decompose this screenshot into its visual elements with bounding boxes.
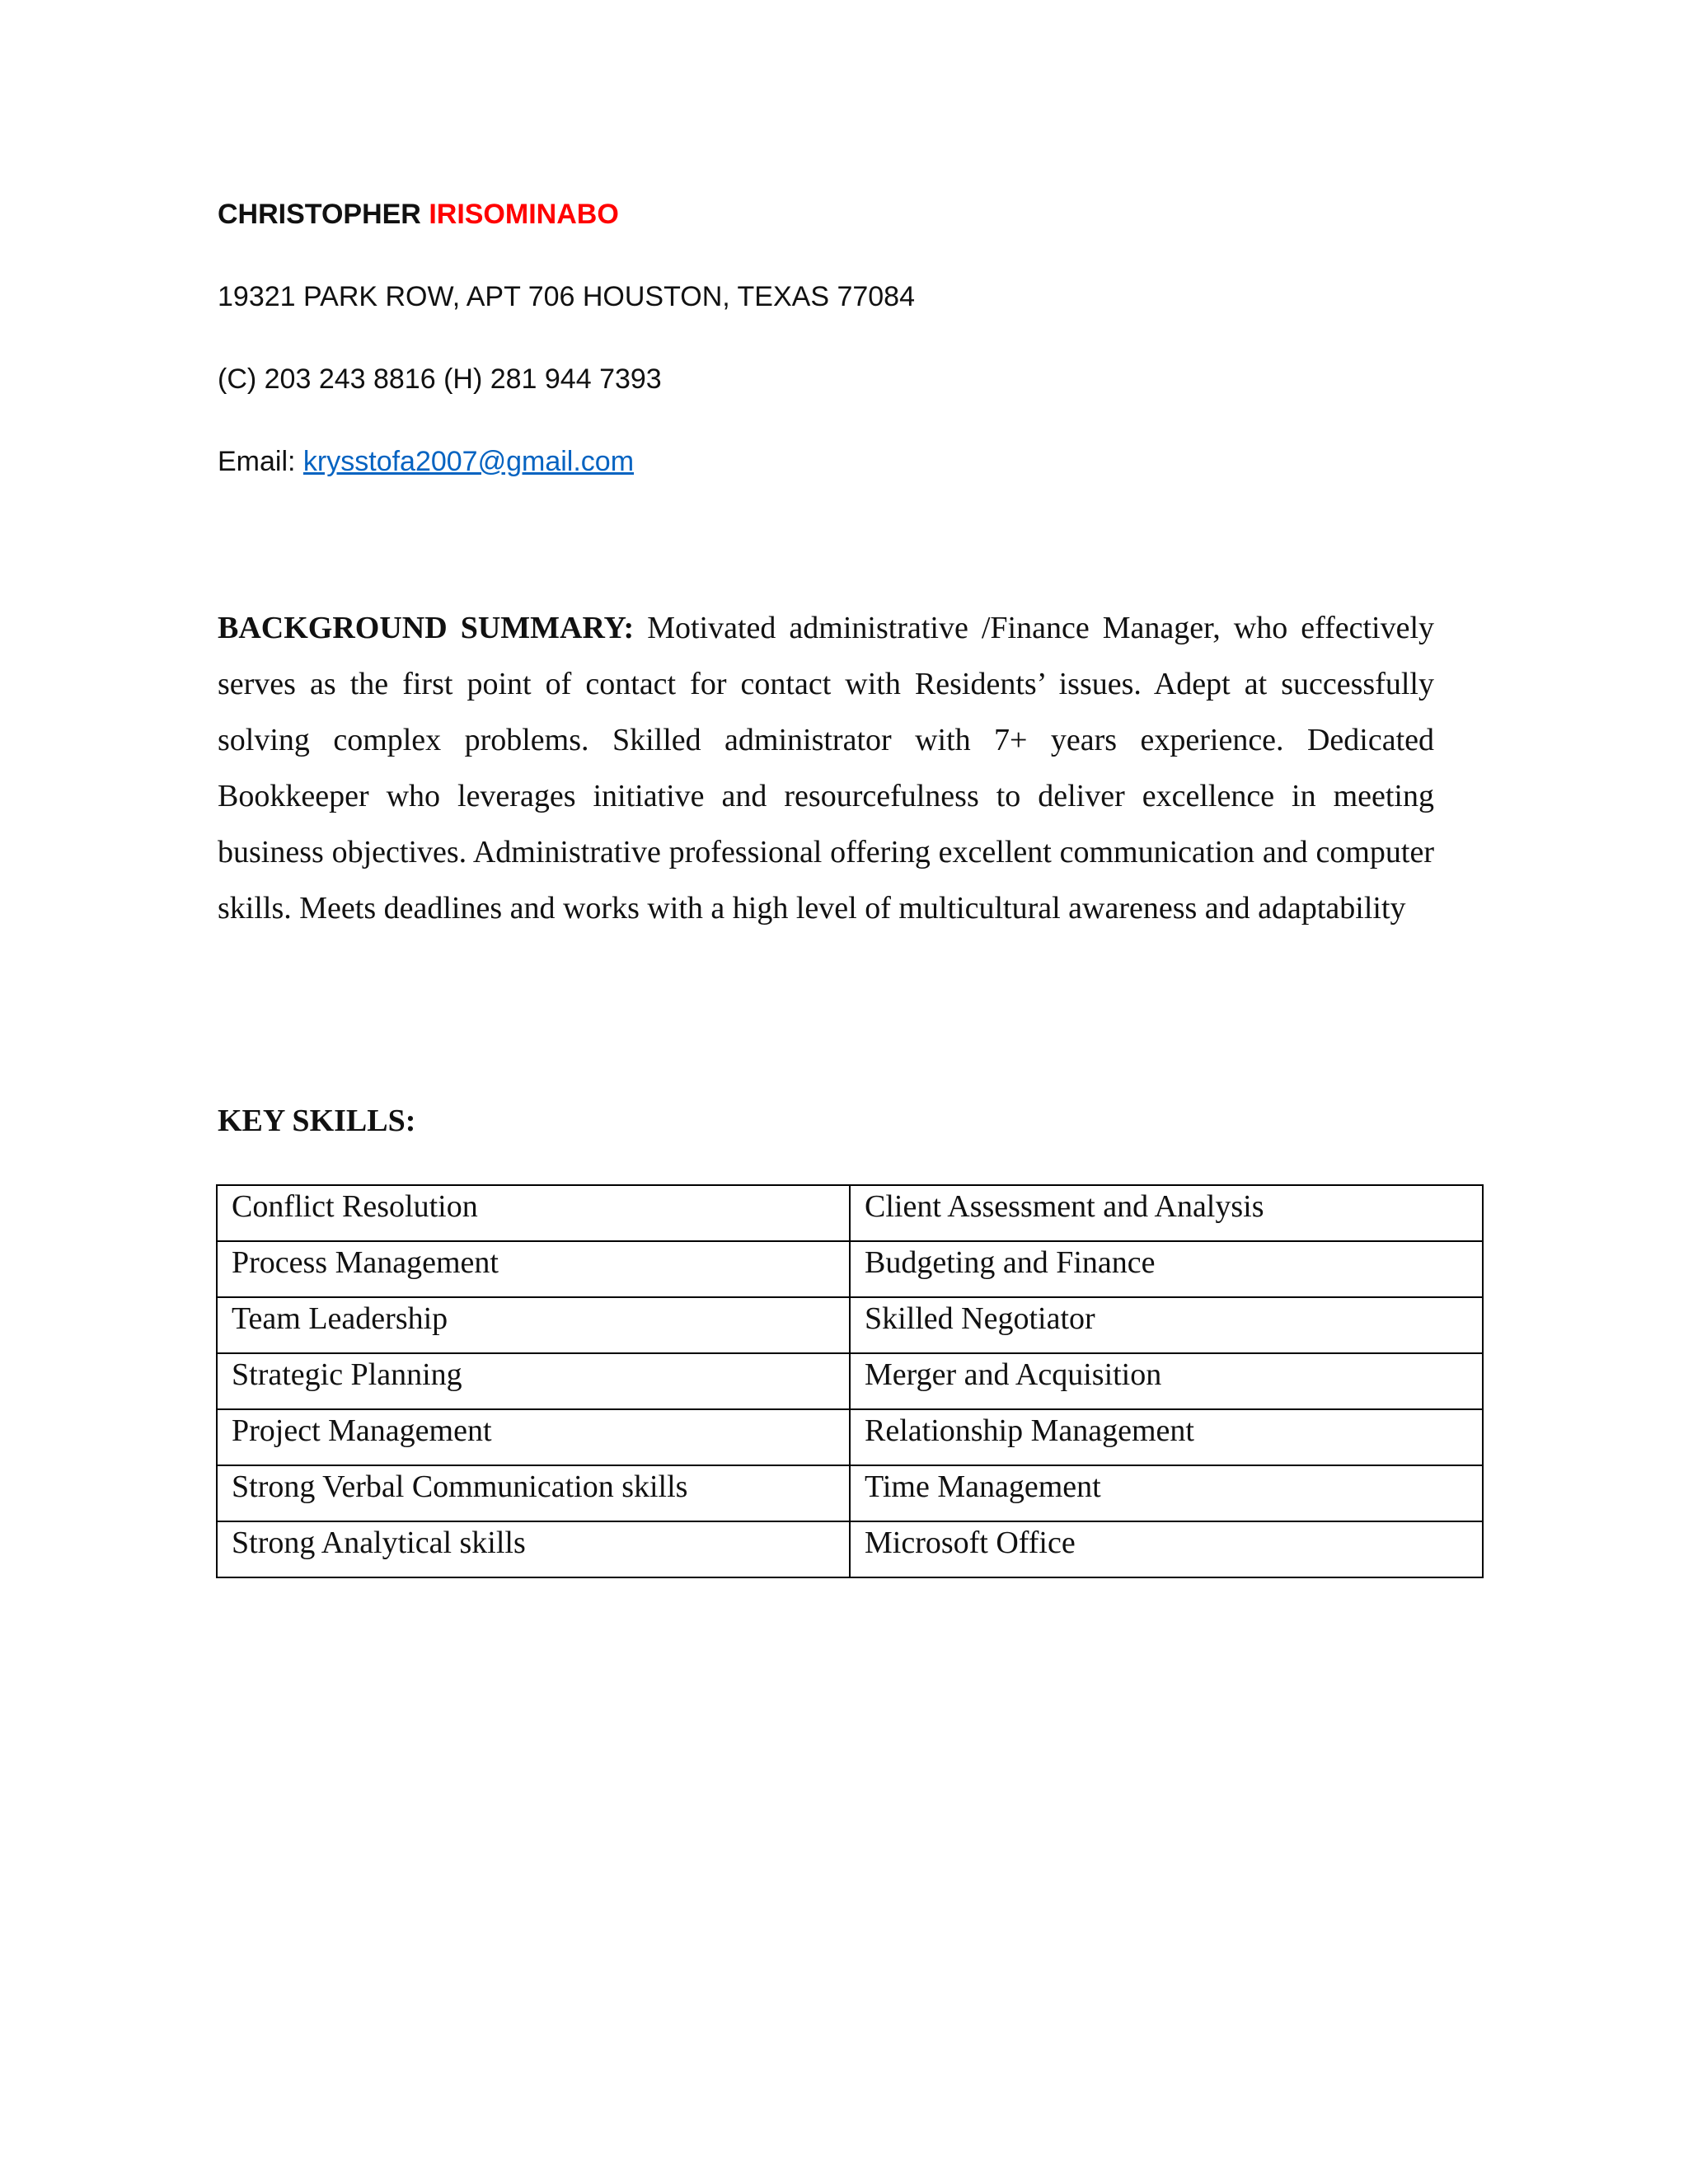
table-row <box>217 1185 1483 1241</box>
skill-cell: Time Management <box>850 1465 1483 1521</box>
skill-cell: Strategic Planning <box>217 1353 850 1409</box>
phone-line: (C) 203 243 8816 (H) 281 944 7393 <box>218 363 662 395</box>
skill-cell: Skilled Negotiator <box>850 1297 1483 1353</box>
skill-cell: Strong Analytical skills <box>217 1521 850 1577</box>
table-row <box>217 1353 1483 1409</box>
key-skills-heading: KEY SKILLS: <box>218 1104 416 1138</box>
skill-cell: Merger and Acquisition <box>850 1353 1483 1409</box>
skill-cell: Microsoft Office <box>850 1521 1483 1577</box>
skill-cell: Project Management <box>217 1409 850 1465</box>
skill-cell: Team Leadership <box>217 1297 850 1353</box>
key-skills-table <box>216 1184 1484 1578</box>
summary-text: Motivated administrative /Finance Manager, who effectively serves as the first point of contact for contact with Residents’ issues. Adept at successfully solving complex problems. Skilled administrator with 7+ years experience. Dedicated Bookkeeper who leverages initiative and resourcefulness to deliver excellence in meeting business objectives. Administrative professional offering excellent communication and computer skills. Meets deadlines and works with a high level of multicultural awareness and adaptability <box>218 611 1434 926</box>
address-line: 19321 PARK ROW, APT 706 HOUSTON, TEXAS 77084 <box>218 281 915 312</box>
candidate-name <box>218 198 619 232</box>
skill-cell: Process Management <box>217 1241 850 1297</box>
background-summary <box>218 600 1434 936</box>
email-link[interactable]: krysstofa2007@gmail.com <box>302 446 635 477</box>
skill-cell: Relationship Management <box>850 1409 1483 1465</box>
skill-cell: Strong Verbal Communication skills <box>217 1465 850 1521</box>
email-line <box>218 445 634 479</box>
last-name: IRISOMINABO <box>429 199 619 230</box>
table-row <box>217 1297 1483 1353</box>
skill-cell: Budgeting and Finance <box>850 1241 1483 1297</box>
summary-heading: BACKGROUND SUMMARY: <box>218 611 635 645</box>
skill-cell: Client Assessment and Analysis <box>850 1185 1483 1241</box>
table-row <box>217 1241 1483 1297</box>
table-row <box>217 1521 1483 1577</box>
table-row <box>217 1465 1483 1521</box>
email-label: Email: <box>218 446 296 477</box>
first-name: CHRISTOPHER <box>218 199 421 230</box>
table-row <box>217 1409 1483 1465</box>
skill-cell: Conflict Resolution <box>217 1185 850 1241</box>
